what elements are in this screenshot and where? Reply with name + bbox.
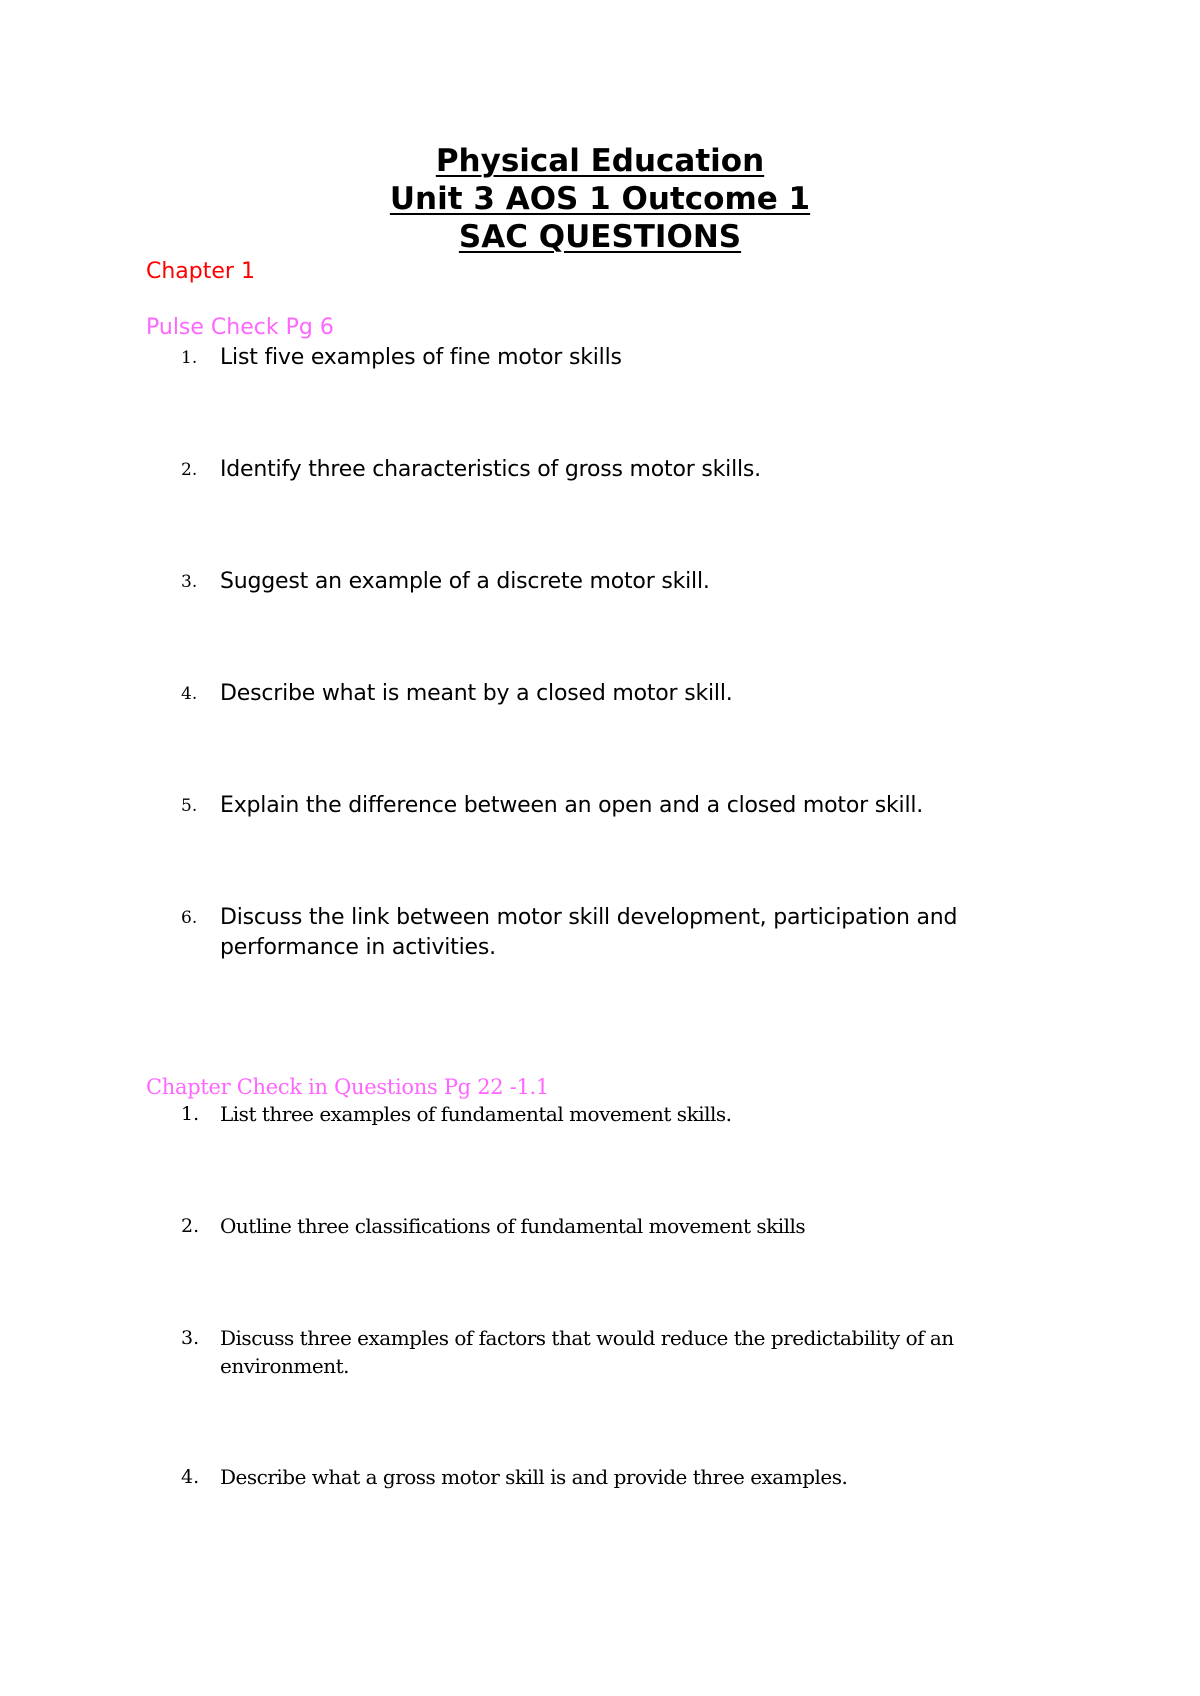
question-text: List five examples of fine motor skills: [220, 345, 622, 370]
section-heading-chapter-check: Chapter Check in Questions Pg 22 -1.1: [146, 1075, 549, 1099]
question-number: 1.: [181, 348, 198, 368]
question-text: List three examples of fundamental movement skills.: [220, 1102, 732, 1126]
question-number: 2.: [181, 1215, 200, 1237]
question-number: 1.: [181, 1103, 200, 1125]
question-number: 4.: [181, 684, 198, 704]
question-number: 4.: [181, 1466, 200, 1488]
question-text: Describe what a gross motor skill is and provide three examples.: [220, 1465, 848, 1489]
question-text: Identify three characteristics of gross motor skills.: [220, 457, 761, 482]
question-text: Explain the difference between an open and a closed motor skill.: [220, 793, 924, 818]
document-title: [0, 142, 1200, 256]
title-subject: Physical Education: [435, 143, 765, 179]
section-heading-pulse-check: Pulse Check Pg 6: [146, 315, 334, 340]
title-unit: Unit 3 AOS 1 Outcome 1: [389, 181, 811, 217]
question-text: Outline three classifications of fundamental movement skills: [220, 1214, 806, 1238]
question-number: 5.: [181, 796, 198, 816]
title-sac: SAC QUESTIONS: [458, 219, 742, 255]
question-text: Describe what is meant by a closed motor skill.: [220, 681, 733, 706]
question-number: 3.: [181, 572, 198, 592]
question-number: 2.: [181, 460, 198, 480]
chapter-heading: Chapter 1: [146, 259, 255, 284]
question-text: Discuss the link between motor skill development, participation and performance in activities.: [220, 905, 958, 960]
question-number: 3.: [181, 1327, 200, 1349]
question-text: Discuss three examples of factors that would reduce the predictability of an environment.: [220, 1326, 954, 1378]
question-number: 6.: [181, 908, 198, 928]
question-text: Suggest an example of a discrete motor skill.: [220, 569, 710, 594]
